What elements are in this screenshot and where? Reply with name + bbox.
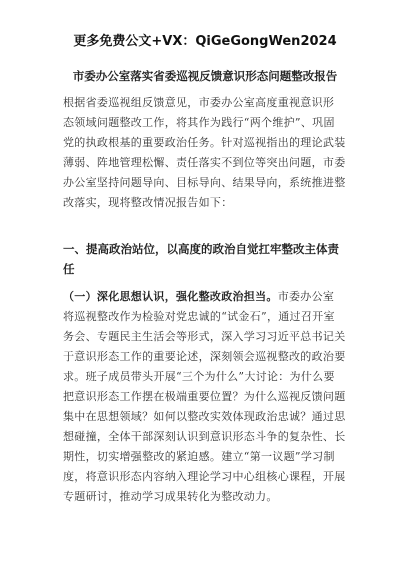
paragraph-line: 集中在思想领域？如何以整改实效体现政治忠诚？通过思 bbox=[63, 410, 346, 423]
watermark-header: 更多免费公文+VX：QiGeGongWen2024 bbox=[73, 34, 337, 49]
paragraph-subsection-1 bbox=[63, 287, 359, 507]
paragraph-line: 将巡视整改作为检验对党忠诚的“试金石”，通过召开室 bbox=[63, 310, 335, 323]
paragraph-line: 态领域问题整改工作，将其作为践行“两个维护”、巩固 bbox=[63, 116, 335, 129]
heading-line: 任 bbox=[63, 262, 75, 276]
paragraph-line: 于意识形态工作的重要论述，深刻领会巡视整改的政治要 bbox=[63, 350, 346, 363]
paragraph-line: 根据省委巡视组反馈意见，市委办公室高度重视意识形 bbox=[63, 96, 335, 109]
heading-line: 一、提高政治站位，以高度的政治自觉扛牢整改主体责 bbox=[63, 242, 339, 256]
paragraph-line: 专题研讨，推动学习成果转化为整改动力。 bbox=[63, 490, 278, 503]
paragraph-line: 期性，切实增强整改的紧迫感。建立“第一议题”学习制 bbox=[63, 450, 335, 463]
paragraph-line: 办公室坚持问题导向、目标导向、结果导向，系统推进整 bbox=[63, 176, 346, 189]
paragraph-line: 把意识形态工作摆在极端重要位置？为什么巡视反馈问题 bbox=[63, 390, 346, 403]
document-title: 市委办公室落实省委巡视反馈意识形态问题整改报告 bbox=[72, 69, 338, 83]
paragraph-line: 改落实，现将整改情况报告如下： bbox=[63, 196, 233, 209]
paragraph-line: 务会、专题民主生活会等形式，深入学习习近平总书记关 bbox=[63, 330, 346, 343]
paragraph-intro bbox=[63, 93, 359, 213]
paragraph-line: 薄弱、阵地管理松懈、责任落实不到位等突出问题，市委 bbox=[63, 156, 346, 169]
paragraph-line: 党的执政根基的重要政治任务。针对巡视指出的理论武装 bbox=[63, 136, 346, 149]
subsection-heading: （一）深化思想认识，强化整改政治担当。 bbox=[63, 290, 278, 303]
section-heading-1 bbox=[63, 239, 359, 279]
paragraph-line: 求。班子成员带头开展“三个为什么”大讨论：为什么要 bbox=[63, 370, 335, 383]
paragraph-line: 想碰撞，全体干部深刻认识到意识形态斗争的复杂性、长 bbox=[63, 430, 346, 443]
paragraph-line: 度，将意识形态内容纳入理论学习中心组核心课程，开展 bbox=[63, 470, 346, 483]
paragraph-text: 市委办公室 bbox=[277, 290, 335, 303]
paragraph-line bbox=[63, 287, 359, 307]
